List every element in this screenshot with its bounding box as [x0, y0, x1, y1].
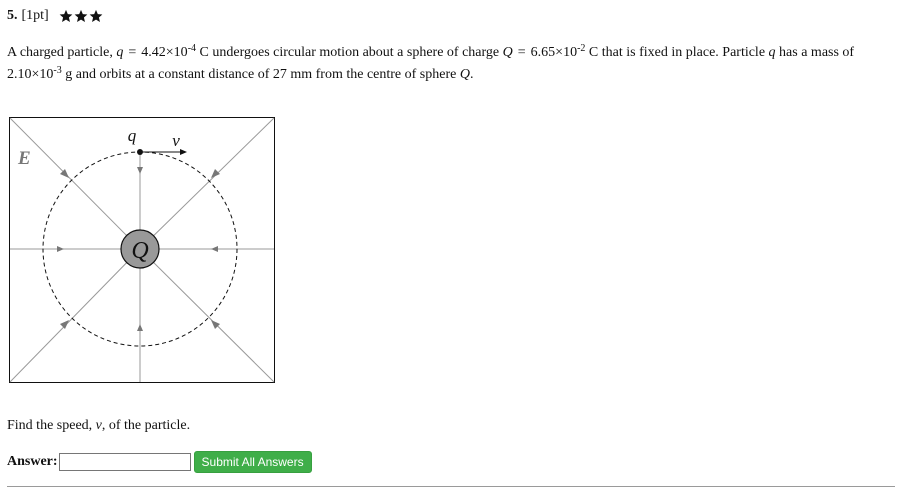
- particle-q: [137, 149, 143, 155]
- question-text: Find the speed, v, of the particle.: [7, 418, 191, 433]
- problem-number: 5.: [7, 8, 18, 23]
- particle-label: q: [127, 126, 137, 145]
- symbol-v: v: [95, 418, 102, 433]
- answer-label: Answer:: [7, 454, 58, 469]
- star-icon: [74, 9, 88, 23]
- bottom-divider: [7, 486, 895, 487]
- problem-header: [7, 6, 103, 26]
- star-icon: [89, 9, 103, 23]
- field-label: E: [18, 148, 31, 169]
- field-diagram: [9, 117, 275, 383]
- submit-all-answers-button[interactable]: Submit All Answers: [194, 451, 312, 473]
- mass-value: 2.10×10: [7, 67, 54, 82]
- sphere-label: Q: [131, 238, 149, 264]
- symbol-q: q: [116, 45, 124, 60]
- velocity-label: v: [172, 131, 180, 150]
- charge-Q-value: 6.65×10: [530, 45, 578, 60]
- symbol-Q: Q: [502, 45, 513, 60]
- field-diagram-svg: [9, 117, 275, 383]
- charge-q-value: 4.42×10: [141, 45, 188, 60]
- problem-statement: A charged particle, $q = 4.42\times 10^{-4}$ C undergoes circular motion about a sphere of charge $Q = 6.65\times 10^{-2}$ C that is fixed in place. Particle q has a mass of $2.10\times 10^{-3}$ g and orbits at a constant distance of 27 mm from the centre of sphere Q.: [7, 43, 855, 82]
- difficulty-stars: [59, 9, 103, 23]
- problem-points: [1pt]: [21, 8, 49, 23]
- answer-row: [7, 451, 312, 473]
- star-icon: [59, 9, 73, 23]
- answer-input[interactable]: [59, 453, 191, 471]
